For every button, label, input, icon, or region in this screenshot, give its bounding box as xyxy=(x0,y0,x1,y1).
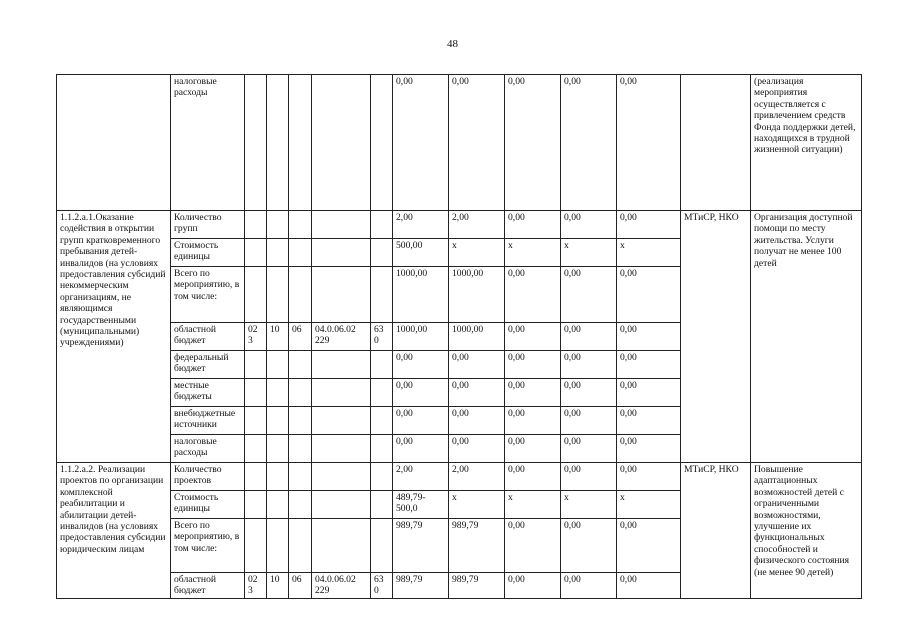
table-row xyxy=(57,211,862,239)
item-label: Всего по мероприятию, в том числе: xyxy=(171,267,245,323)
item-label: местные бюджеты xyxy=(171,379,245,407)
value-cell: 0,00 xyxy=(393,379,449,407)
value-cell: 989,79 xyxy=(393,573,449,599)
item-label: Всего по мероприятию, в том числе: xyxy=(171,519,245,573)
value-cell: 0,00 xyxy=(561,379,617,407)
value-cell: 0,00 xyxy=(561,351,617,379)
item-label: Стоимость единицы xyxy=(171,491,245,519)
value-cell: 0,00 xyxy=(393,407,449,435)
value-cell: 2,00 xyxy=(449,211,505,239)
budget-table xyxy=(56,74,862,599)
value-cell: 0,00 xyxy=(505,573,561,599)
value-cell: 0,00 xyxy=(561,519,617,573)
value-cell: х xyxy=(561,239,617,267)
value-cell: 0,00 xyxy=(505,519,561,573)
value-cell: 0,00 xyxy=(505,323,561,351)
value-cell: 989,79 xyxy=(393,519,449,573)
value-cell: 1000,00 xyxy=(449,267,505,323)
table-row xyxy=(57,75,862,211)
value-cell: 0,00 xyxy=(617,211,681,239)
code-cell: 10 xyxy=(267,323,289,351)
code-cell: 04.0.06.02 229 xyxy=(312,323,371,351)
item-label: налоговые расходы xyxy=(171,75,245,211)
value-cell: 0,00 xyxy=(561,211,617,239)
value-cell: 0,00 xyxy=(505,379,561,407)
value-cell: 0,00 xyxy=(561,75,617,211)
value-cell: 0,00 xyxy=(393,435,449,463)
event-cell: 1.1.2.а.2. Реализации проектов по организации комплексной реабилитации и абилитации детей-инвалидов (на условиях предоставления субсидии юридическим лицам xyxy=(57,463,171,599)
value-cell: 0,00 xyxy=(617,351,681,379)
value-cell: 0,00 xyxy=(449,351,505,379)
value-cell: 2,00 xyxy=(393,463,449,491)
value-cell: 1000,00 xyxy=(393,323,449,351)
value-cell: 0,00 xyxy=(617,435,681,463)
value-cell: 0,00 xyxy=(449,75,505,211)
event-cell: 1.1.2.а.1.Оказание содействия в открытии групп кратковременного пребывания детей-инвалидов (на условиях предоставления субсидий некоммерческим организациям, не являющимся государственными (муниципальными) учреждениями) xyxy=(57,211,171,463)
code-cell: 06 xyxy=(289,323,312,351)
value-cell: 1000,00 xyxy=(449,323,505,351)
result-cell: Организация доступной помощи по месту жительства. Услуги получат не менее 100 детей xyxy=(751,211,862,463)
value-cell: 0,00 xyxy=(505,75,561,211)
code-cell: 06 xyxy=(289,573,312,599)
value-cell: 2,00 xyxy=(393,211,449,239)
value-cell: 0,00 xyxy=(505,351,561,379)
item-label: Количество проектов xyxy=(171,463,245,491)
value-cell: 500,00 xyxy=(393,239,449,267)
executor-cell: МТиСР, НКО xyxy=(681,211,751,463)
item-label: областной бюджет xyxy=(171,323,245,351)
value-cell: 0,00 xyxy=(505,211,561,239)
value-cell: 0,00 xyxy=(561,463,617,491)
value-cell: 0,00 xyxy=(393,75,449,211)
value-cell: 0,00 xyxy=(449,379,505,407)
value-cell: 0,00 xyxy=(561,267,617,323)
value-cell: 0,00 xyxy=(561,435,617,463)
value-cell: 0,00 xyxy=(449,407,505,435)
value-cell: 489,79-500,0 xyxy=(393,491,449,519)
code-cell: 02 3 xyxy=(245,573,267,599)
item-label: внебюджетные источники xyxy=(171,407,245,435)
table-row xyxy=(57,463,862,491)
value-cell: х xyxy=(617,491,681,519)
code-cell: 63 0 xyxy=(371,573,393,599)
value-cell: 0,00 xyxy=(617,323,681,351)
value-cell: 0,00 xyxy=(561,407,617,435)
value-cell: 0,00 xyxy=(505,407,561,435)
value-cell: 0,00 xyxy=(617,75,681,211)
executor-cell xyxy=(681,75,751,211)
value-cell: 2,00 xyxy=(449,463,505,491)
code-cell: 10 xyxy=(267,573,289,599)
value-cell: х xyxy=(449,491,505,519)
value-cell: 0,00 xyxy=(505,463,561,491)
value-cell: 989,79 xyxy=(449,573,505,599)
value-cell: 0,00 xyxy=(393,351,449,379)
value-cell: 0,00 xyxy=(561,573,617,599)
event-cell xyxy=(57,75,171,211)
value-cell: х xyxy=(561,491,617,519)
value-cell: 0,00 xyxy=(449,435,505,463)
value-cell: 989,79 xyxy=(449,519,505,573)
code-cell: 63 0 xyxy=(371,323,393,351)
value-cell: 0,00 xyxy=(617,407,681,435)
value-cell: 0,00 xyxy=(505,435,561,463)
result-cell: Повышение адаптационных возможностей детей с ограниченными возможностями, улучшение их функциональных способностей и физического состояния (не менее 90 детей) xyxy=(751,463,862,599)
value-cell: х xyxy=(505,491,561,519)
value-cell: 0,00 xyxy=(505,267,561,323)
value-cell: 0,00 xyxy=(617,573,681,599)
code-cell: 04.0.06.02 229 xyxy=(312,573,371,599)
value-cell: 0,00 xyxy=(617,519,681,573)
result-cell: (реализация мероприятия осуществляется с привлечением средств Фонда поддержки детей, находящихся в трудной жизненной ситуации) xyxy=(751,75,862,211)
value-cell: 0,00 xyxy=(561,323,617,351)
item-label: налоговые расходы xyxy=(171,435,245,463)
page-number: 48 xyxy=(447,38,458,50)
code-cell: 02 3 xyxy=(245,323,267,351)
item-label: федеральный бюджет xyxy=(171,351,245,379)
value-cell: х xyxy=(617,239,681,267)
value-cell: 0,00 xyxy=(617,463,681,491)
value-cell: х xyxy=(505,239,561,267)
executor-cell: МТиСР, НКО xyxy=(681,463,751,599)
value-cell: 0,00 xyxy=(617,379,681,407)
item-label: Количество групп xyxy=(171,211,245,239)
item-label: областной бюджет xyxy=(171,573,245,599)
item-label: Стоимость единицы xyxy=(171,239,245,267)
value-cell: 0,00 xyxy=(617,267,681,323)
value-cell: 1000,00 xyxy=(393,267,449,323)
value-cell: х xyxy=(449,239,505,267)
